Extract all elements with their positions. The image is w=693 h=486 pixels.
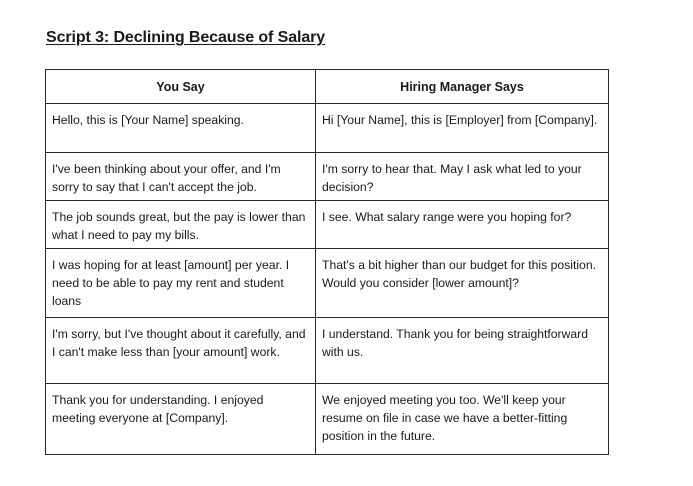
manager-says-cell: We enjoyed meeting you too. We'll keep your resume on file in case we have a better-fitting position in the future. [316,384,609,455]
you-say-cell: I've been thinking about your offer, and I'm sorry to say that I can't accept the job. [46,153,316,201]
column-header-hiring-manager-says: Hiring Manager Says [316,70,609,104]
you-say-cell: The job sounds great, but the pay is lower than what I need to pay my bills. [46,201,316,249]
you-say-cell: Hello, this is [Your Name] speaking. [46,104,316,153]
manager-says-cell: I see. What salary range were you hoping for? [316,201,609,249]
table-row [46,249,609,318]
manager-says-cell: I'm sorry to hear that. May I ask what led to your decision? [316,153,609,201]
manager-says-cell: That's a bit higher than our budget for this position. Would you consider [lower amount]? [316,249,609,318]
table-header-row [46,70,609,104]
table-row [46,201,609,249]
manager-says-cell: I understand. Thank you for being straightforward with us. [316,318,609,384]
table-row [46,104,609,153]
script-table [45,69,609,455]
you-say-cell: I was hoping for at least [amount] per year. I need to be able to pay my rent and student loans [46,249,316,318]
you-say-cell: I'm sorry, but I've thought about it carefully, and I can't make less than [your amount] work. [46,318,316,384]
column-header-you-say: You Say [46,70,316,104]
table-row [46,318,609,384]
you-say-cell: Thank you for understanding. I enjoyed meeting everyone at [Company]. [46,384,316,455]
page-title: Script 3: Declining Because of Salary [46,29,326,46]
table-row [46,384,609,455]
manager-says-cell: Hi [Your Name], this is [Employer] from [Company]. [316,104,609,153]
table-row [46,153,609,201]
